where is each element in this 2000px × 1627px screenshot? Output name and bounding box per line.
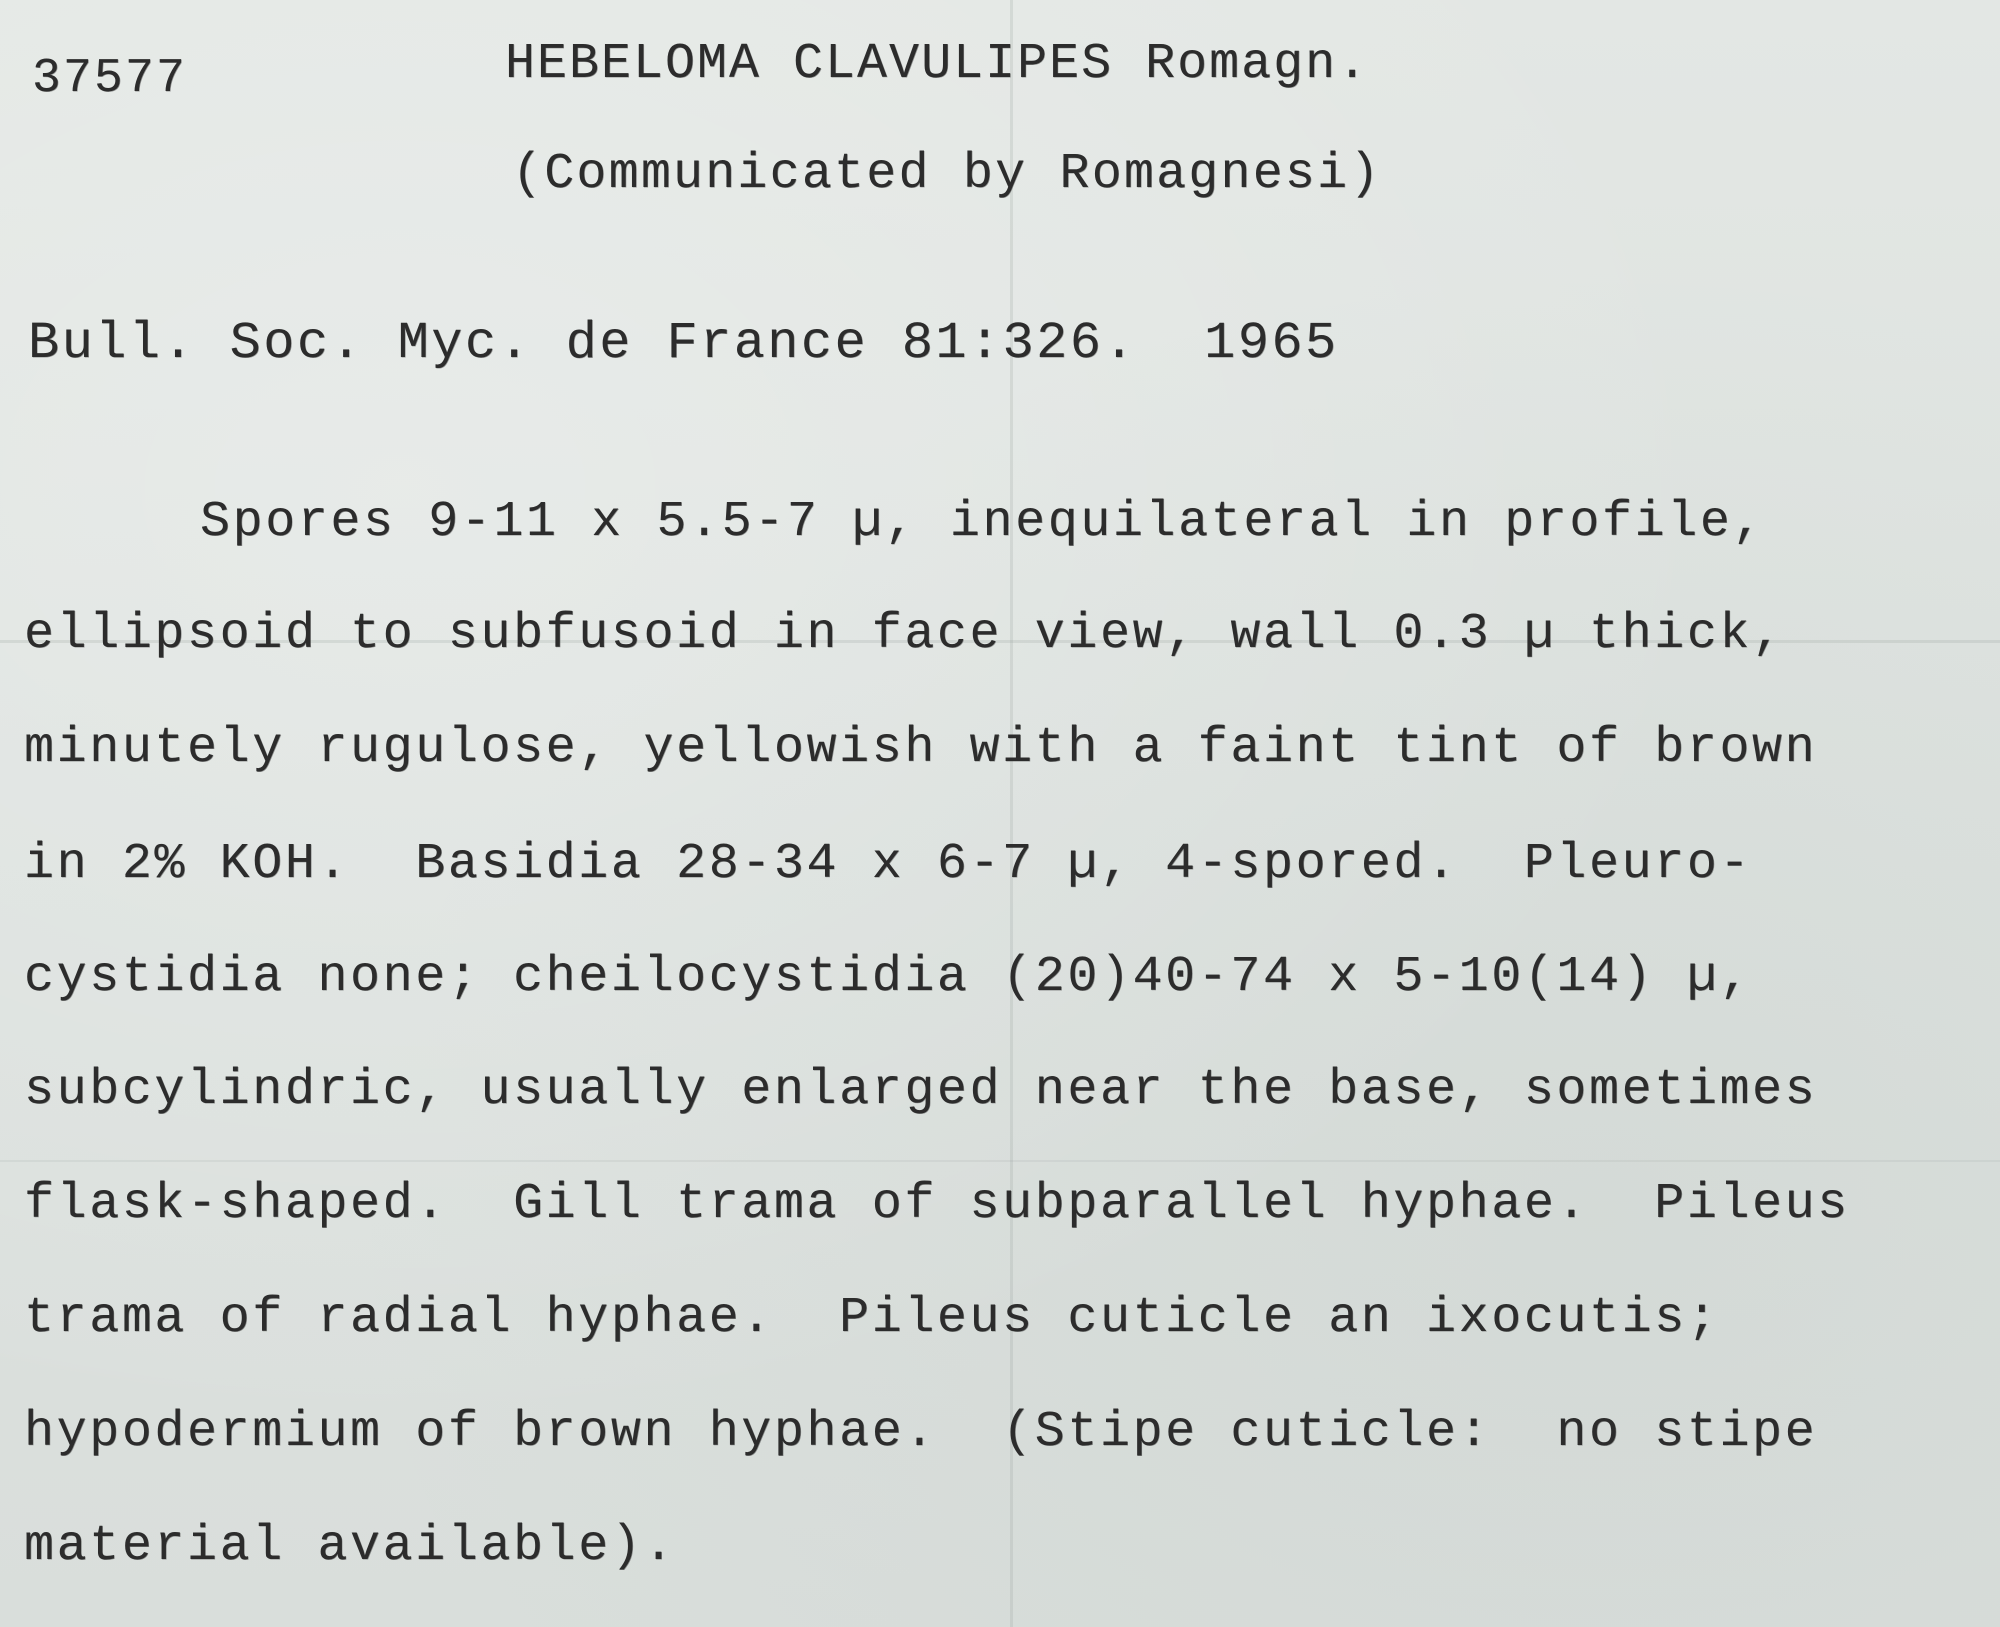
literature-citation: Bull. Soc. Myc. de France 81:326. 1965 bbox=[28, 314, 1339, 373]
description-line: flask-shaped. Gill trama of subparallel hyphae. Pileus bbox=[24, 1176, 1850, 1233]
communicated-by: (Communicated by Romagnesi) bbox=[512, 146, 1382, 203]
description-line: ellipsoid to subfusoid in face view, wall 0.3 µ thick, bbox=[24, 606, 1785, 663]
description-line: minutely rugulose, yellowish with a faint tint of brown bbox=[24, 720, 1818, 777]
description-line: in 2% KOH. Basidia 28-34 x 6-7 µ, 4-spored. Pleuro- bbox=[24, 836, 1753, 893]
description-line: subcylindric, usually enlarged near the base, sometimes bbox=[24, 1062, 1818, 1119]
paper-fold-vertical bbox=[1010, 0, 1013, 1627]
description-line: trama of radial hyphae. Pileus cuticle an ixocutis; bbox=[24, 1290, 1720, 1347]
paper-fold-horizontal-lower bbox=[0, 1160, 2000, 1162]
description-line: material available). bbox=[24, 1518, 677, 1575]
description-line: hypodermium of brown hyphae. (Stipe cuticle: no stipe bbox=[24, 1404, 1818, 1461]
accession-number: 37577 bbox=[32, 52, 188, 106]
description-line: cystidia none; cheilocystidia (20)40-74 x 5-10(14) µ, bbox=[24, 949, 1753, 1006]
description-line: Spores 9-11 x 5.5-7 µ, inequilateral in profile, bbox=[200, 494, 1766, 551]
species-title: HEBELOMA CLAVULIPES Romagn. bbox=[505, 36, 1370, 93]
